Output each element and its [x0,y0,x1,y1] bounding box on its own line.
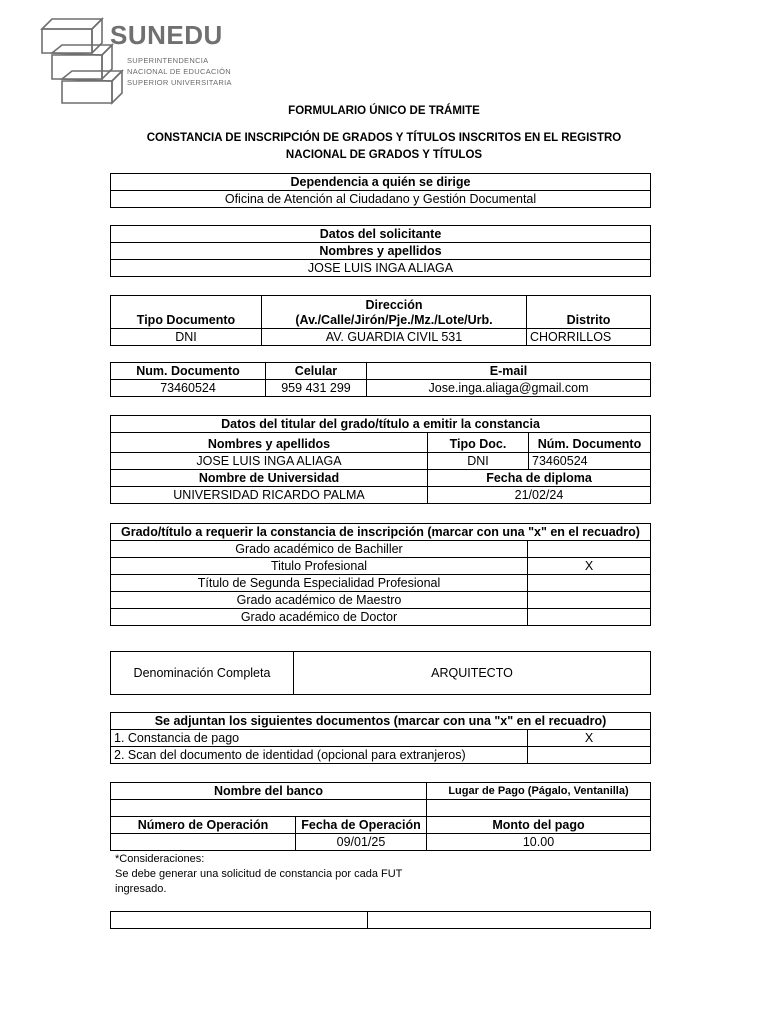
signature-table [110,911,651,929]
email-label: E-mail [367,363,651,380]
grado-checkbox[interactable] [528,609,651,626]
address-table [110,295,651,346]
consideraciones-note [115,852,402,897]
grado-label: Grado académico de Maestro [111,592,528,609]
tipo-doc-value[interactable]: DNI [111,329,262,346]
signature-box-left[interactable] [111,912,368,929]
denominacion-table [110,651,651,695]
titular-table [110,415,651,504]
documentos-table [110,712,651,764]
documento-checkbox[interactable] [528,747,651,764]
email-value[interactable]: Jose.inga.aliaga@gmail.com [367,380,651,397]
distrito-label: Distrito [527,296,651,329]
direccion-value[interactable]: AV. GUARDIA CIVIL 531 [262,329,527,346]
grado-label: Título de Segunda Especialidad Profesional [111,575,528,592]
grado-checkbox[interactable] [528,541,651,558]
solicitante-names-value[interactable]: JOSE LUIS INGA ALIAGA [111,260,651,277]
consideraciones-line: Se debe generar una solicitud de constancia por cada FUT [115,868,403,880]
documento-checkbox[interactable]: X [528,730,651,747]
grado-row-segunda-especialidad [111,575,651,592]
dependencia-value[interactable]: Oficina de Atención al Ciudadano y Gestión Documental [111,191,651,208]
num-doc-label: Num. Documento [111,363,266,380]
grado-row-bachiller [111,541,651,558]
operacion-label: Número de Operación [111,817,296,834]
grado-row-maestro [111,592,651,609]
monto-label: Monto del pago [427,817,651,834]
brand-name: SUNEDU [110,20,223,50]
grado-label: Titulo Profesional [111,558,528,575]
lugar-pago-value[interactable] [427,800,651,817]
num-doc-value[interactable]: 73460524 [111,380,266,397]
celular-value[interactable]: 959 431 299 [266,380,367,397]
titular-section: Datos del titular del grado/título a emitir la constancia [111,416,651,433]
universidad-value[interactable]: UNIVERSIDAD RICARDO PALMA [111,487,428,504]
titular-names-label: Nombres y apellidos [111,433,428,453]
form-title: FORMULARIO ÚNICO DE TRÁMITE [288,105,480,117]
solicitante-section: Datos del solicitante [111,226,651,243]
documento-label: 1. Constancia de pago [111,730,528,747]
fecha-operacion-label: Fecha de Operación [296,817,427,834]
pago-table [110,782,651,851]
lugar-pago-label: Lugar de Pago (Págalo, Ventanilla) [427,783,651,800]
banco-value[interactable] [111,800,427,817]
grado-section: Grado/título a requerir la constancia de inscripción (marcar con una "x" en el recuadro) [111,524,651,541]
grado-label: Grado académico de Doctor [111,609,528,626]
distrito-value[interactable]: CHORRILLOS [527,329,651,346]
contact-table [110,362,651,397]
documento-label: 2. Scan del documento de identidad (opcional para extranjeros) [111,747,528,764]
celular-label: Celular [266,363,367,380]
consideraciones-title: *Consideraciones: [115,853,205,865]
universidad-label: Nombre de Universidad [111,470,428,487]
grado-row-titulo-profesional [111,558,651,575]
documento-row-constancia [111,730,651,747]
titular-names-value[interactable]: JOSE LUIS INGA ALIAGA [111,453,428,470]
denominacion-value[interactable]: ARQUITECTO [294,652,651,695]
direccion-label: Dirección (Av./Calle/Jirón/Pje./Mz./Lote/Urb. [262,296,527,329]
dependencia-table [110,173,651,208]
titular-num-doc-label: Núm. Documento [529,433,651,453]
solicitante-names-label: Nombres y apellidos [111,243,651,260]
form-subtitle: CONSTANCIA DE INSCRIPCIÓN DE GRADOS Y TÍTULOS INSCRITOS EN EL REGISTRO NACIONAL DE GRADOS Y TÍTULOS [146,132,622,161]
consideraciones-line: ingresado. [115,883,167,895]
documento-row-scan [111,747,651,764]
titular-tipo-doc-value[interactable]: DNI [428,453,529,470]
grado-checkbox[interactable] [528,592,651,609]
denominacion-label: Denominación Completa [111,652,294,695]
solicitante-table [110,225,651,277]
grado-checkbox[interactable]: X [528,558,651,575]
grado-table [110,523,651,626]
tipo-doc-label: Tipo Documento [111,296,262,329]
operacion-value[interactable] [111,834,296,851]
grado-checkbox[interactable] [528,575,651,592]
grado-row-doctor [111,609,651,626]
titular-num-doc-value[interactable]: 73460524 [529,453,651,470]
dependencia-label: Dependencia a quién se dirige [111,174,651,191]
signature-box-right[interactable] [368,912,651,929]
titular-tipo-doc-label: Tipo Doc. [428,433,529,453]
grado-label: Grado académico de Bachiller [111,541,528,558]
monto-value[interactable]: 10.00 [427,834,651,851]
brand-subtitle: SUPERINTENDENCIA NACIONAL DE EDUCACIÓN SUPERIOR UNIVERSITARIA [127,56,232,87]
banco-label: Nombre del banco [111,783,427,800]
documentos-section: Se adjuntan los siguientes documentos (marcar con una "x" en el recuadro) [111,713,651,730]
fecha-diploma-label: Fecha de diploma [428,470,651,487]
fecha-diploma-value[interactable]: 21/02/24 [428,487,651,504]
fecha-operacion-value[interactable]: 09/01/25 [296,834,427,851]
